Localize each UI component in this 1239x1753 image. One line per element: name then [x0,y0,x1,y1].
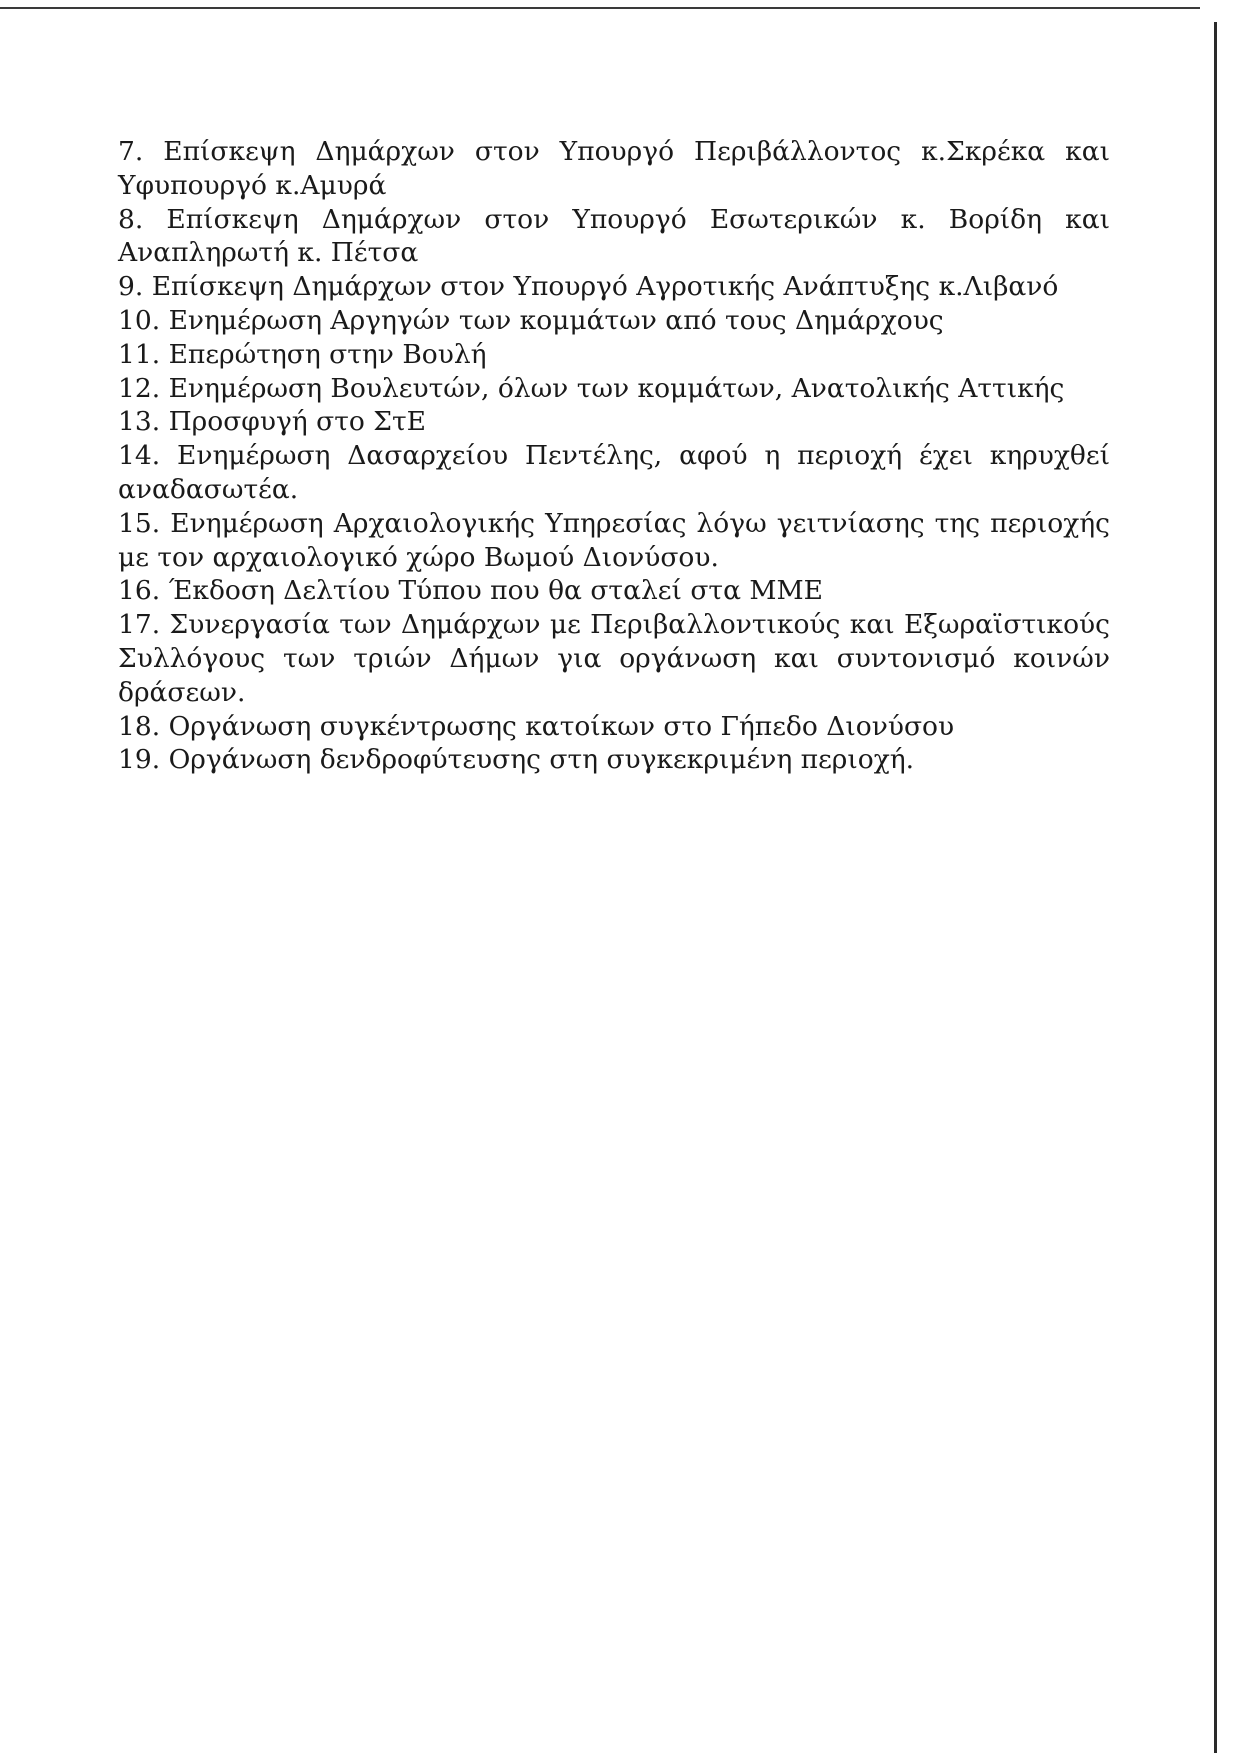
list-item-17: 17. Συνεργασία των Δημάρχων με Περιβαλλοντικούς και Εξωραϊστικούς Συλλόγους των τριών Δήμων για οργάνωση και συντονισμό κοινών δράσεων. [118,609,1110,708]
action-list [118,135,1110,777]
list-item-15: 15. Ενημέρωση Αρχαιολογικής Υπηρεσίας λόγω γειτνίασης της περιοχής με τον αρχαιολογικό χώρο Βωμού Διονύσου. [118,507,1110,573]
list-item-18: 18. Οργάνωση συγκέντρωσης κατοίκων στο Γήπεδο Διονύσου [118,710,955,742]
list-item-14: 14. Ενημέρωση Δασαρχείου Πεντέλης, αφού η περιοχή έχει κηρυχθεί αναδασωτέα. [118,440,1110,505]
list-item-11: 11. Επερώτηση στην Βουλή [118,338,487,370]
list-item-10: 10. Ενημέρωση Αργηγών των κομμάτων από τους Δημάρχους [118,304,944,336]
list-item-8: 8. Επίσκεψη Δημάρχων στον Υπουργό Εσωτερικών κ. Βορίδη και Αναπληρωτή κ. Πέτσα [118,203,1110,269]
list-item-7: 7. Επίσκεψη Δημάρχων στον Υπουργό Περιβάλλοντος κ.Σκρέκα και Υφυπουργό κ.Αμυρά [118,136,1110,201]
list-item-13: 13. Προσφυγή στο ΣτΕ [118,406,426,438]
list-item-12: 12. Ενημέρωση Βουλευτών, όλων των κομμάτων, Ανατολικής Αττικής [118,372,1065,404]
right-border-line [1214,22,1217,1753]
top-border-line [0,7,1200,9]
list-item-16: 16. Έκδοση Δελτίου Τύπου που θα σταλεί στα ΜΜΕ [118,575,824,607]
list-item-9: 9. Επίσκεψη Δημάρχων στον Υπουργό Αγροτικής Ανάπτυξης κ.Λιβανό [118,271,1059,303]
list-item-19: 19. Οργάνωση δενδροφύτευσης στη συγκεκριμένη περιοχή. [118,744,915,776]
